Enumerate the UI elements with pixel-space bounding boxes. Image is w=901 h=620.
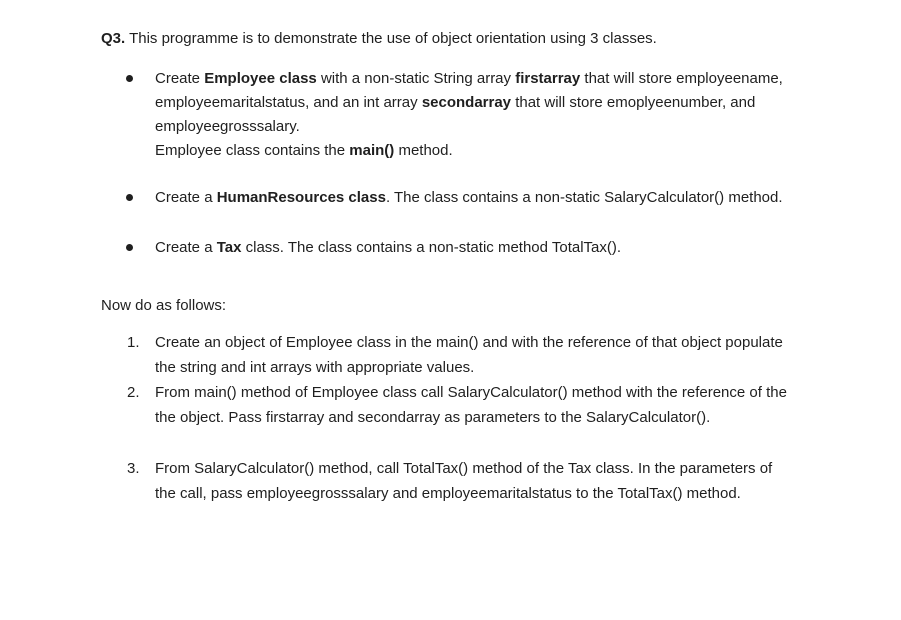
step-number: 3. [127, 460, 140, 477]
bullet-text: Create [155, 70, 205, 87]
bullet-text: Create a [155, 239, 217, 256]
step-text: From SalaryCalculator() method, call TotalTax() method of the Tax class. In the parameters of the call, pass employeegrosssalary and employeemaritalstatus to the TotalTax() method. [155, 460, 773, 502]
bullet-bold-text: main() [349, 142, 395, 159]
bullet-dot [126, 75, 133, 82]
bullet-text: that will store employeename, employeemaritalstatus, and an int array [155, 70, 783, 111]
step-number: 2. [127, 384, 140, 401]
step-number: 1. [127, 334, 140, 351]
bullet-bold-text: HumanResources class [216, 189, 386, 206]
numbered-step [127, 380, 795, 430]
bullet-text: Create a [155, 189, 217, 206]
bullet-bold-text: secondarray [421, 94, 512, 111]
bullet-text: class. The class contains a non-static method TotalTax(). [241, 239, 622, 256]
bullet-dot [126, 244, 133, 251]
bullet-bold-text: Tax [216, 239, 242, 256]
bullet-item-humanresources [155, 186, 795, 210]
question-text: This programme is to demonstrate the use of object orientation using 3 classes. [125, 30, 657, 47]
bullet-bold-text: firstarray [515, 70, 581, 87]
bullet-text: Employee class contains the [155, 142, 350, 159]
numbered-step [127, 330, 795, 380]
question-label: Q3. [101, 30, 126, 47]
bullet-item-employee [155, 67, 795, 163]
instructions-intro: Now do as follows: [101, 297, 227, 314]
numbered-step [127, 456, 795, 506]
step-text: Create an object of Employee class in the main() and with the reference of that object populate the string and int arrays with appropriate values. [155, 334, 783, 376]
bullet-text: with a non-static String array [316, 70, 516, 87]
bullet-item-tax [155, 236, 795, 260]
bullet-text: method. [394, 142, 453, 159]
bullet-text: that will store emoplyeenumber, and employeegrosssalary. [155, 94, 756, 135]
bullet-text: . The class contains a non-static SalaryCalculator() method. [385, 189, 783, 206]
step-text: From main() method of Employee class call SalaryCalculator() method with the reference of the the object. Pass firstarray and secondarray as parameters to the SalaryCalculator(). [155, 384, 787, 426]
bullet-bold-text: Employee class [204, 70, 317, 87]
bullet-dot [126, 194, 133, 201]
question-heading [101, 29, 657, 49]
